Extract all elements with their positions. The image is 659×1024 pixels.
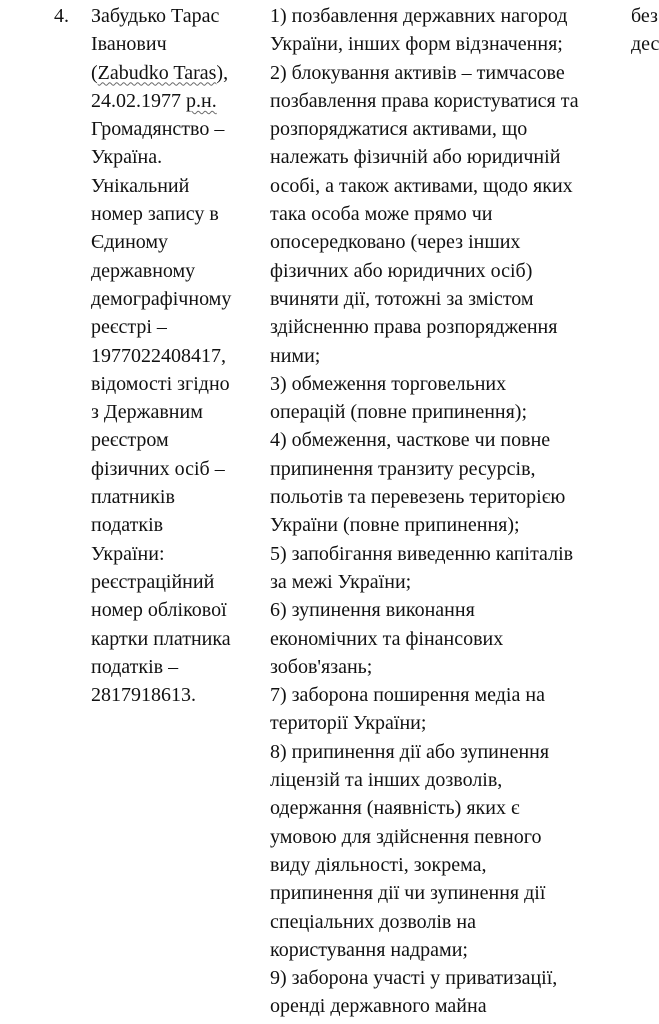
person-latin-name-line — [91, 59, 259, 87]
sanction-measure-line: опосередковано (через інших — [270, 231, 521, 254]
person-info-line: податків – — [91, 655, 179, 678]
sanction-measure-line: України (повне припинення); — [270, 514, 520, 537]
sanction-measure-line: одержання (наявність) яких є — [270, 797, 520, 820]
sanction-measure-line: фізичних або юридичних осіб) — [270, 259, 533, 282]
sanction-measure-line: зобов'язань; — [270, 655, 373, 678]
sanction-measure-line: спеціальних дозволів на — [270, 910, 476, 933]
sanction-measure-line: ними; — [270, 344, 321, 367]
person-info-line: номер запису в — [91, 203, 219, 226]
sanction-measure-line: ліцензій та інших дозволів, — [270, 769, 503, 792]
sanction-measure-line: умовою для здійснення певного — [270, 825, 542, 848]
person-name-line: Забудько Тарас — [91, 5, 220, 27]
sanction-measure-line: за межі України; — [270, 570, 412, 593]
person-birth-suffix: р.н. — [186, 89, 217, 112]
term-column — [631, 2, 659, 59]
sanction-measure-line: операцій (повне припинення); — [270, 401, 528, 424]
term-line: дес — [631, 33, 659, 56]
sanction-measure-line: виду діяльності, зокрема, — [270, 853, 487, 876]
person-info-line: Громадянство – — [91, 118, 225, 141]
sanction-measure-line: України, інших форм відзначення; — [270, 33, 563, 56]
sanction-measure-line: 2) блокування активів – тимчасове — [270, 61, 565, 84]
sanction-measure-line: така особа може прямо чи — [270, 203, 493, 226]
person-info-line: платників — [91, 486, 175, 509]
person-info-line: демографічному — [91, 287, 232, 310]
latin-open-paren: ( — [91, 61, 98, 84]
person-birth-date-line — [91, 87, 259, 115]
term-line: без — [631, 5, 658, 27]
sanction-measure-line: території України; — [270, 712, 427, 735]
person-name-line: Іванович — [91, 33, 167, 56]
sanction-measure-line: здійсненню права розпорядження — [270, 316, 558, 339]
person-info-line: картки платника — [91, 627, 231, 650]
person-info-line: фізичних осіб – — [91, 457, 225, 480]
person-info-line: Україна. — [91, 146, 163, 169]
sanction-measure-line: 4) обмеження, часткове чи повне — [270, 429, 551, 452]
sanction-measure-line: припинення транзиту ресурсів, — [270, 457, 536, 480]
person-info-line: реєстрі – — [91, 316, 167, 339]
sanction-measure-line: 7) заборона поширення медіа на — [270, 684, 545, 707]
sanction-measure-line: 3) обмеження торговельних — [270, 372, 507, 395]
person-info-line: з Державним — [91, 401, 203, 424]
person-info-line: державному — [91, 259, 196, 282]
sanction-measure-line: вчиняти дії, тотожні за змістом — [270, 287, 534, 310]
sanction-measure-line: розпоряджатися активами, що — [270, 118, 528, 141]
person-info-line: України: — [91, 542, 165, 565]
sanction-measure-line: особі, а також активами, щодо яких — [270, 174, 573, 197]
sanction-measures-column — [270, 2, 615, 1021]
person-info-line: реєстром — [91, 429, 169, 452]
person-details-column — [91, 2, 259, 709]
sanction-measure-line: 1) позбавлення державних нагород — [270, 5, 568, 27]
entry-number-column — [54, 2, 84, 30]
sanction-measure-line: припинення дії чи зупинення дії — [270, 882, 546, 905]
sanction-measure-line: 6) зупинення виконання — [270, 599, 475, 622]
sanction-measure-line: 9) заборона участі у приватизації, — [270, 967, 558, 990]
sanction-measure-line: 8) припинення дії або зупинення — [270, 740, 550, 763]
sanction-measure-line: економічних та фінансових — [270, 627, 504, 650]
sanction-measure-line: користування надрами; — [270, 938, 468, 961]
sanction-measure-line: позбавлення права користуватися та — [270, 89, 579, 112]
person-birth-date: 24.02.1977 — [91, 89, 181, 112]
person-info-line: Унікальний — [91, 174, 190, 197]
person-info-lines — [91, 115, 259, 709]
person-info-line: податків — [91, 514, 164, 537]
person-info-line: 1977022408417, — [91, 344, 226, 367]
latin-close-paren: ), — [216, 61, 229, 84]
sanction-measure-line: 5) запобігання виведенню капіталів — [270, 542, 574, 565]
person-info-line: реєстраційний — [91, 570, 215, 593]
entry-number: 4. — [54, 5, 69, 27]
sanction-measure-line: належать фізичній або юридичній — [270, 146, 561, 169]
person-info-line: номер облікової — [91, 599, 227, 622]
person-info-line: відомості згідно — [91, 372, 230, 395]
person-info-line: Єдиному — [91, 231, 169, 254]
sanction-measure-line: польотів та перевезень територією — [270, 486, 566, 509]
person-info-line: 2817918613. — [91, 684, 196, 707]
person-latin-name: Zabudko Taras — [97, 61, 217, 84]
sanction-measure-line: оренді державного майна — [270, 995, 487, 1018]
